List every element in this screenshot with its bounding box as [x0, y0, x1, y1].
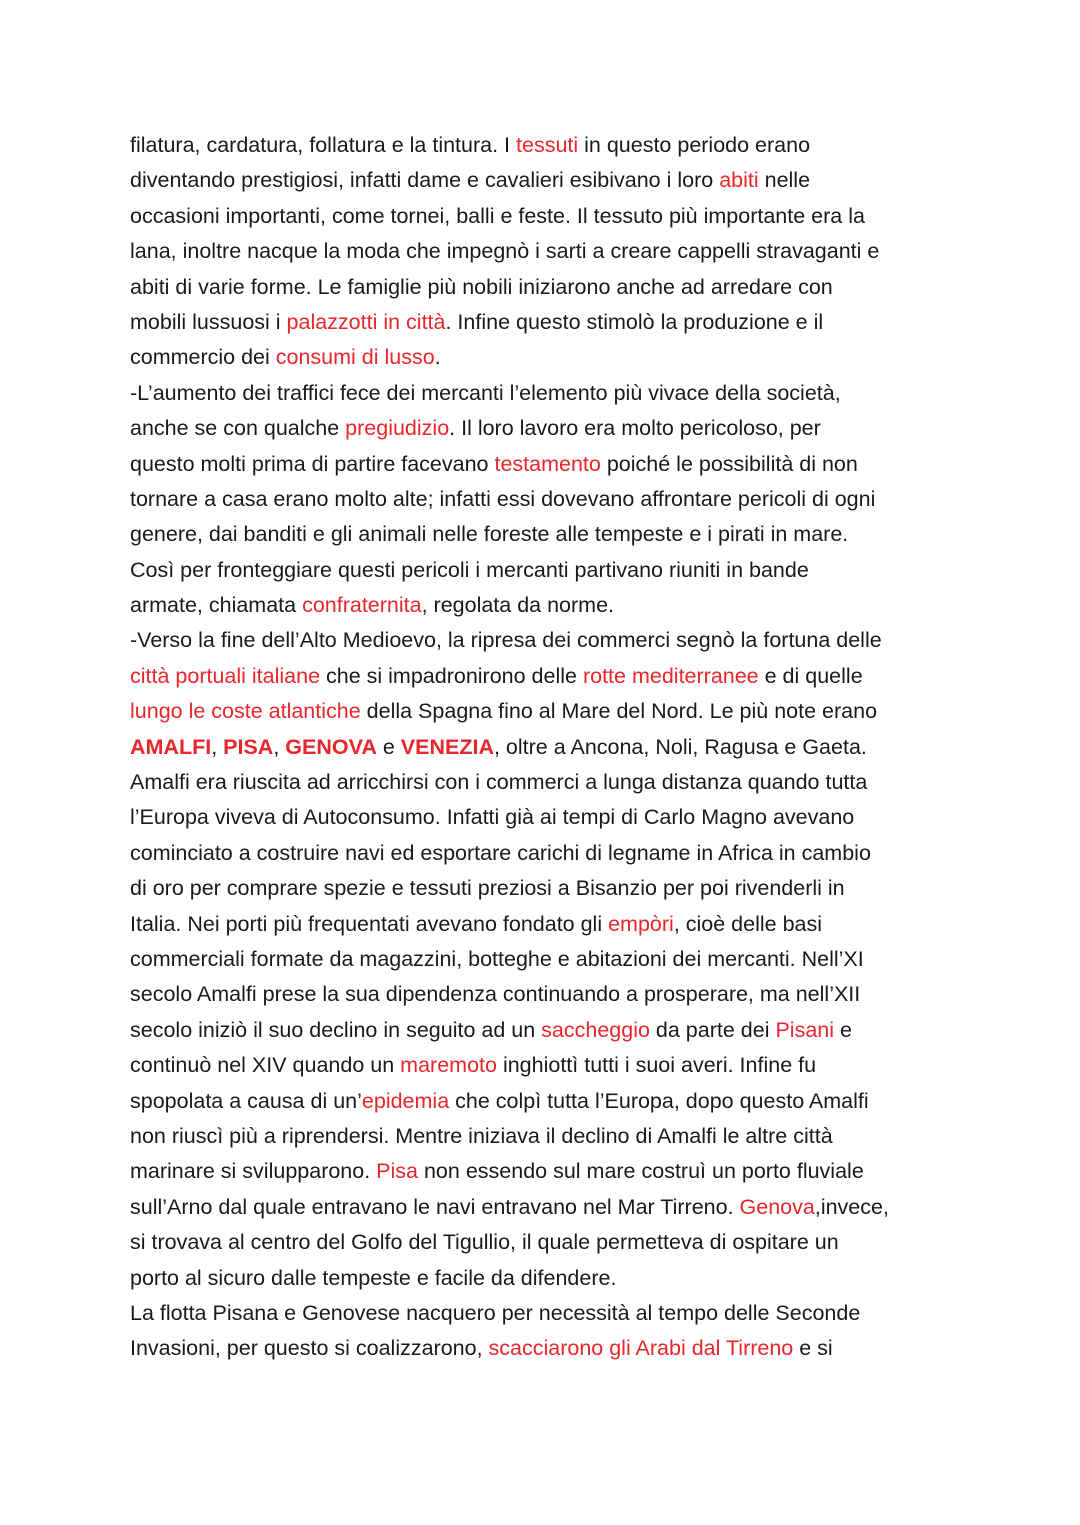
text-line	[130, 1331, 960, 1366]
highlighted-term: rotte mediterranee	[582, 663, 759, 688]
text-line	[130, 376, 960, 411]
text-line	[130, 1013, 960, 1048]
text-run: nelle	[758, 168, 811, 193]
text-run: questo molti prima di partire facevano	[130, 451, 495, 476]
text-line	[130, 270, 960, 305]
text-run: mobili lussuosi i	[130, 309, 287, 334]
text-line	[130, 1119, 960, 1154]
highlighted-term: città portuali italiane	[130, 663, 321, 688]
text-line	[130, 1261, 960, 1296]
text-line	[130, 305, 960, 340]
highlighted-term: scacciarono gli Arabi dal Tirreno	[488, 1336, 794, 1361]
text-run: secolo Amalfi prese la sua dipendenza continuando a prosperare, ma nell’XII	[130, 982, 861, 1007]
text-run: Invasioni, per questo si coalizzarono,	[130, 1336, 489, 1361]
text-line	[130, 517, 960, 552]
text-run: spopolata a causa di un’	[130, 1088, 362, 1113]
text-run: . Infine questo stimolò la produzione e il	[445, 309, 824, 334]
text-line	[130, 199, 960, 234]
text-line	[130, 234, 960, 269]
text-line	[130, 340, 960, 375]
highlighted-term: GENOVA	[285, 734, 377, 759]
highlighted-term: Genova	[739, 1194, 815, 1219]
text-run: cominciato a costruire navi ed esportare carichi di legname in Africa in cambio	[130, 840, 871, 865]
text-line	[130, 1154, 960, 1189]
text-run: diventando prestigiosi, infatti dame e cavalieri esibivano i loro	[130, 168, 720, 193]
highlighted-term: VENEZIA	[400, 734, 494, 759]
text-line	[130, 482, 960, 517]
text-run: ,invece,	[814, 1194, 889, 1219]
text-run: La flotta Pisana e Genovese nacquero per necessità al tempo delle Seconde	[130, 1300, 861, 1325]
text-line	[130, 588, 960, 623]
text-run: occasioni importanti, come tornei, balli e feste. Il tessuto più importante era la	[130, 203, 865, 228]
highlighted-term: PISA	[223, 734, 274, 759]
text-line	[130, 694, 960, 729]
text-line	[130, 1084, 960, 1119]
text-run: -Verso la fine dell’Alto Medioevo, la ripresa dei commerci segnò la fortuna delle	[130, 628, 882, 653]
text-run: di oro per comprare spezie e tessuti preziosi a Bisanzio per poi rivenderli in	[130, 876, 845, 901]
text-run: -L’aumento dei traffici fece dei mercanti l’elemento più vivace della società,	[130, 380, 841, 405]
text-line	[130, 1190, 960, 1225]
text-run: continuò nel XIV quando un	[130, 1053, 401, 1078]
highlighted-term: epidemia	[361, 1088, 450, 1113]
text-run: ,	[273, 734, 286, 759]
highlighted-term: empòri	[608, 911, 674, 936]
text-run: e	[376, 734, 401, 759]
text-run: porto al sicuro dalle tempeste e facile da difendere.	[130, 1265, 617, 1290]
text-line	[130, 163, 960, 198]
text-run: l’Europa viveva di Autoconsumo. Infatti già ai tempi di Carlo Magno avevano	[130, 805, 855, 830]
text-line	[130, 1048, 960, 1083]
document-body	[130, 128, 960, 1367]
text-run: , cioè delle basi	[673, 911, 823, 936]
highlighted-term: palazzotti in città	[286, 309, 446, 334]
highlighted-term: AMALFI	[130, 734, 212, 759]
text-run: genere, dai banditi e gli animali nelle foreste alle tempeste e i pirati in mare.	[130, 522, 849, 547]
text-run: non essendo sul mare costruì un porto fluviale	[418, 1159, 864, 1184]
text-run: marinare si svilupparono.	[130, 1159, 377, 1184]
text-run: secolo iniziò il suo declino in seguito ad un	[130, 1017, 542, 1042]
text-line	[130, 1225, 960, 1260]
text-run: Italia. Nei porti più frequentati avevano fondato gli	[130, 911, 609, 936]
text-run: .	[434, 345, 441, 370]
highlighted-term: pregiudizio	[345, 416, 450, 441]
text-line	[130, 730, 960, 765]
text-run: armate, chiamata	[130, 593, 303, 618]
text-run: non riuscì più a riprendersi. Mentre iniziava il declino di Amalfi le altre città	[130, 1123, 833, 1148]
highlighted-term: Pisani	[775, 1017, 835, 1042]
highlighted-term: tessuti	[516, 133, 579, 157]
text-line	[130, 871, 960, 906]
highlighted-term: saccheggio	[541, 1017, 650, 1042]
text-line	[130, 836, 960, 871]
text-line	[130, 447, 960, 482]
text-run: inghiottì tutti i suoi averi. Infine fu	[496, 1053, 817, 1078]
text-run: commercio dei	[130, 345, 276, 370]
text-run: si trovava al centro del Golfo del Tigullio, il quale permetteva di ospitare un	[130, 1230, 839, 1255]
text-line	[130, 942, 960, 977]
highlighted-term: maremoto	[400, 1053, 497, 1078]
text-run: Amalfi era riuscita ad arricchirsi con i commerci a lunga distanza quando tutta	[130, 770, 868, 795]
highlighted-term: Pisa	[376, 1159, 418, 1184]
text-run: e	[834, 1017, 852, 1042]
text-line	[130, 1296, 960, 1331]
text-run: filatura, cardatura, follatura e la tintura. I	[130, 133, 517, 157]
text-line	[130, 411, 960, 446]
text-run: della Spagna fino al Mare del Nord. Le più note erano	[360, 699, 878, 724]
text-run: Così per fronteggiare questi pericoli i mercanti partivano riuniti in bande	[130, 557, 809, 582]
text-run: sull’Arno dal quale entravano le navi entravano nel Mar Tirreno.	[130, 1194, 740, 1219]
text-run: in questo periodo erano	[578, 133, 811, 157]
text-run: ,	[211, 734, 224, 759]
highlighted-term: abiti	[719, 168, 759, 193]
text-line	[130, 907, 960, 942]
highlighted-term: lungo le coste atlantiche	[130, 699, 361, 724]
text-run: e di quelle	[758, 663, 863, 688]
text-run: anche se con qualche	[130, 416, 346, 441]
text-line	[130, 128, 960, 163]
text-run: commerciali formate da magazzini, botteghe e abitazioni dei mercanti. Nell’XI	[130, 946, 864, 971]
text-run: che si impadronirono delle	[320, 663, 583, 688]
highlighted-term: consumi di lusso	[275, 345, 435, 370]
text-run: tornare a casa erano molto alte; infatti essi dovevano affrontare pericoli di ogni	[130, 486, 876, 511]
text-line	[130, 800, 960, 835]
text-run: , oltre a Ancona, Noli, Ragusa e Gaeta.	[493, 734, 867, 759]
text-run: . Il loro lavoro era molto pericoloso, per	[449, 416, 821, 441]
text-line	[130, 623, 960, 658]
text-run: , regolata da norme.	[421, 593, 615, 618]
text-line	[130, 765, 960, 800]
text-run: da parte dei	[649, 1017, 776, 1042]
text-run: che colpì tutta l’Europa, dopo questo Amalfi	[449, 1088, 869, 1113]
text-run: poiché le possibilità di non	[600, 451, 858, 476]
text-line	[130, 659, 960, 694]
text-line	[130, 977, 960, 1012]
highlighted-term: testamento	[494, 451, 601, 476]
text-run: abiti di varie forme. Le famiglie più nobili iniziarono anche ad arredare con	[130, 274, 833, 299]
text-run: e si	[793, 1336, 833, 1361]
highlighted-term: confraternita	[302, 593, 422, 618]
text-run: lana, inoltre nacque la moda che impegnò i sarti a creare cappelli stravaganti e	[130, 239, 880, 264]
text-line	[130, 553, 960, 588]
